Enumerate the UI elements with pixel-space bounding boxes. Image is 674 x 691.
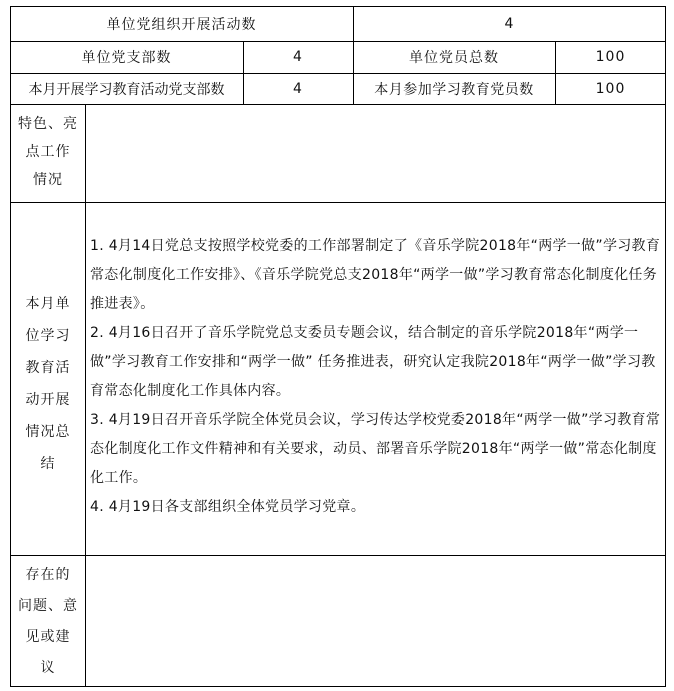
- monthly-member-value: 100: [595, 80, 626, 97]
- summary-label: [12, 288, 84, 480]
- issues-label-line: 问题、意: [18, 598, 78, 614]
- row-divider: [10, 202, 666, 203]
- org-activity-count-value: 4: [504, 15, 515, 32]
- summary-label-line: 位学习: [25, 328, 71, 344]
- highlights-label-line: 点工作: [25, 144, 71, 160]
- summary-item: 1. 4月14日党总支按照学校党委的工作部署制定了《音乐学院2018年“两学一做”学习教育常态化制度化工作安排》、《音乐学院党总支2018年“两学一做”学习教育常态化制度化任务推进表》。: [90, 238, 661, 312]
- col-divider: [85, 104, 86, 687]
- summary-label-line: 教育活: [25, 360, 71, 376]
- issues-label-line: 存在的: [25, 567, 71, 583]
- issues-label-line: 议: [40, 660, 56, 676]
- branch-count-value: 4: [293, 49, 303, 65]
- summary-item: 3. 4月19日召开音乐学院全体党员会议，学习传达学校党委2018年“两学一做”学习教育常态化制度化工作文件精神和有关要求，动员、部署音乐学院2018年“两学一做”常态化制度化工作。: [90, 412, 661, 486]
- summary-label-line: 情况总: [25, 424, 71, 440]
- summary-label-line: 本月单: [25, 296, 71, 312]
- summary-label-line: 结: [40, 456, 56, 472]
- summary-item: 2. 4月16日召开了音乐学院党总支委员专题会议，结合制定的音乐学院2018年“两学一做”学习教育工作安排和“两学一做” 任务推进表，研究认定我院2018年“两学一做”学习教育常态化制度化工作具体内容。: [90, 325, 656, 399]
- row-divider: [10, 555, 666, 556]
- member-total-label: 单位党员总数: [409, 50, 499, 66]
- highlights-content: [90, 110, 660, 198]
- monthly-branch-value: 4: [293, 80, 303, 97]
- monthly-branch-label: 本月开展学习教育活动党支部数: [28, 81, 225, 98]
- summary-item: 4. 4月19日各支部组织全体党员学习党章。: [90, 499, 366, 515]
- monthly-member-label: 本月参加学习教育党员数: [374, 81, 534, 98]
- summary-label-line: 动开展: [25, 392, 71, 408]
- branch-count-label: 单位党支部数: [81, 50, 172, 66]
- row-divider: [10, 104, 666, 105]
- issues-content: [90, 560, 660, 680]
- highlights-label: [12, 110, 84, 194]
- issues-label-line: 见或建: [25, 629, 71, 645]
- issues-label: [12, 560, 84, 684]
- member-total-value: 100: [595, 49, 626, 65]
- org-activity-count-label: 单位党组织开展活动数: [106, 16, 257, 33]
- highlights-label-line: 情况: [33, 172, 63, 188]
- summary-content: [90, 232, 662, 522]
- highlights-label-line: 特色、亮: [18, 116, 78, 132]
